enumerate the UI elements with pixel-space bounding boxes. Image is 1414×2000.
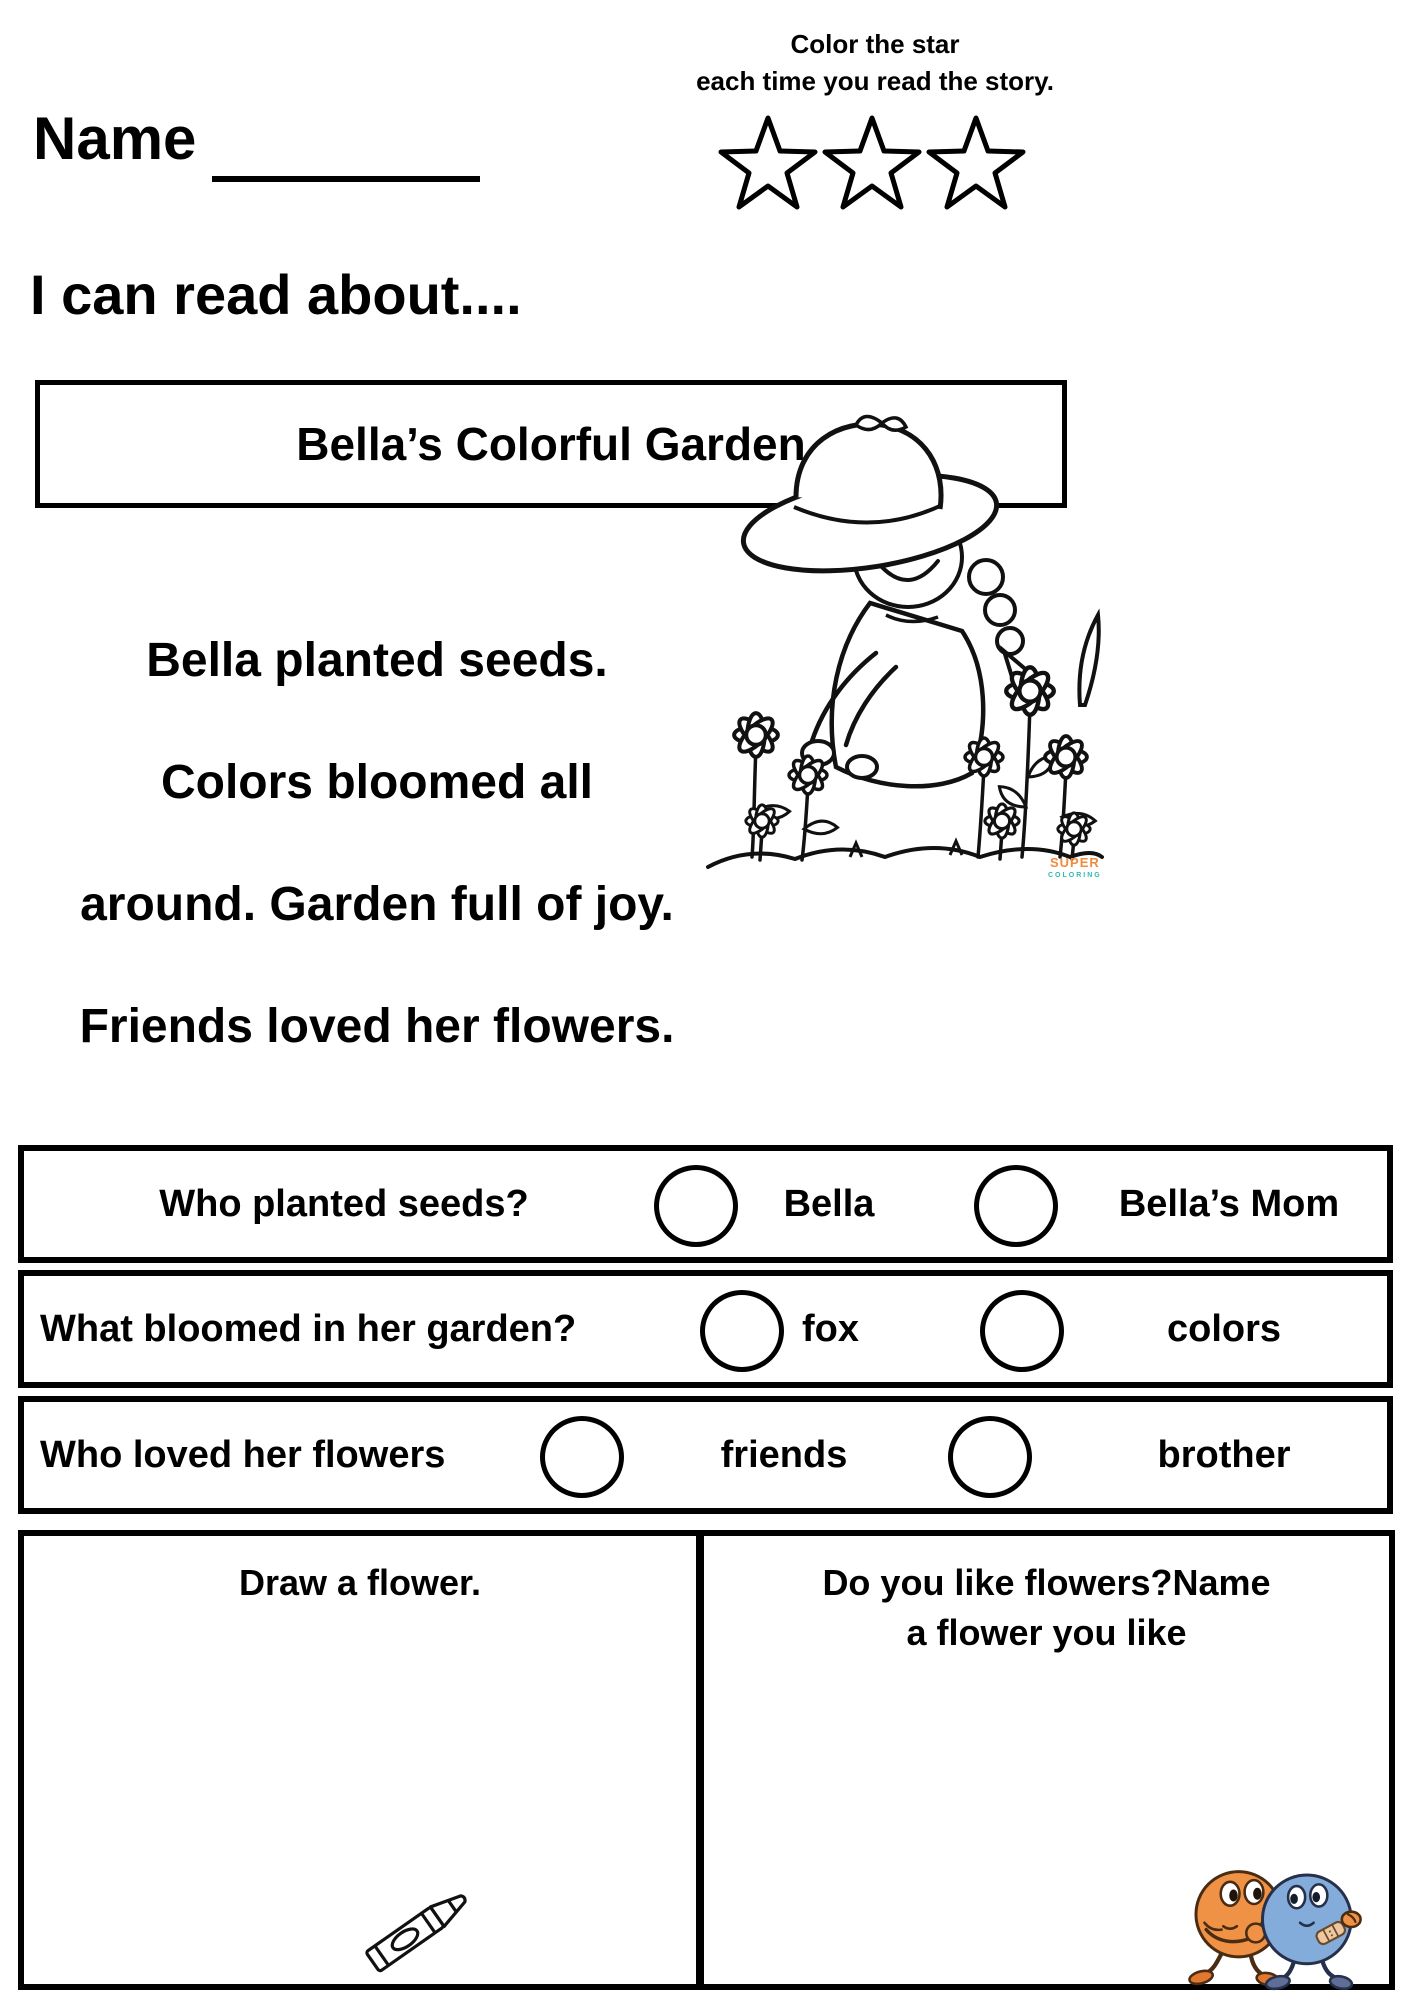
story-line: Colors bloomed all <box>160 756 594 809</box>
friends-characters-illustration <box>1172 1846 1382 1991</box>
story-line: Bella planted seeds. <box>146 634 608 687</box>
story-line: Friends loved her flowers. <box>79 1000 675 1053</box>
write-prompt-line2: a flower you like <box>906 1612 1187 1653</box>
draw-flower-area[interactable] <box>18 1530 700 1990</box>
question-row-3 <box>18 1396 1393 1514</box>
star-icon[interactable] <box>718 112 818 212</box>
read-about-heading: I can read about.... <box>30 263 522 326</box>
question-1-option-2-bubble[interactable] <box>974 1165 1058 1247</box>
question-3-option-2-bubble[interactable] <box>948 1416 1032 1498</box>
crayon-icon <box>334 1878 494 1988</box>
story-title: Bella’s Colorful Garden <box>296 418 806 470</box>
star-instructions <box>630 26 1120 100</box>
write-flower-area[interactable] <box>700 1530 1395 1990</box>
story-text <box>15 600 739 1088</box>
name-label: Name <box>33 105 197 172</box>
question-2-prompt: What bloomed in her garden? <box>40 1308 577 1350</box>
watermark-line2: COLORING <box>1048 872 1102 879</box>
question-3-option-1-bubble[interactable] <box>540 1416 624 1498</box>
write-flower-prompt <box>704 1558 1389 1658</box>
question-row-2 <box>18 1270 1393 1388</box>
question-2-option-2-label: colors <box>1166 1308 1282 1350</box>
watermark-line1: SUPER <box>1049 855 1100 870</box>
question-3-prompt: Who loved her flowers <box>40 1434 446 1476</box>
reading-star-tracker <box>718 112 1026 212</box>
question-1-prompt: Who planted seeds? <box>159 1183 529 1225</box>
question-3-option-1-label: friends <box>720 1434 848 1476</box>
question-1-option-1-label: Bella <box>783 1183 875 1225</box>
question-3-option-2-label: brother <box>1157 1434 1291 1476</box>
name-blank-line[interactable] <box>212 116 480 182</box>
question-2-option-1-bubble[interactable] <box>700 1290 784 1372</box>
star-instruction-line2: each time you read the story. <box>696 66 1054 96</box>
girl-gardening-illustration <box>700 405 1105 905</box>
question-1-option-1-bubble[interactable] <box>654 1165 738 1247</box>
question-2-option-2-bubble[interactable] <box>980 1290 1064 1372</box>
supercoloring-watermark <box>1048 856 1102 882</box>
write-prompt-line1: Do you like flowers?Name <box>822 1562 1271 1603</box>
question-2-option-1-label: fox <box>802 1308 859 1350</box>
star-instruction-line1: Color the star <box>790 29 960 59</box>
question-row-1 <box>18 1145 1393 1263</box>
star-icon[interactable] <box>822 112 922 212</box>
draw-flower-prompt: Draw a flower. <box>238 1562 482 1603</box>
question-1-option-2-label: Bella’s Mom <box>1118 1183 1340 1225</box>
story-line: around. Garden full of joy. <box>80 878 674 931</box>
star-icon[interactable] <box>926 112 1026 212</box>
